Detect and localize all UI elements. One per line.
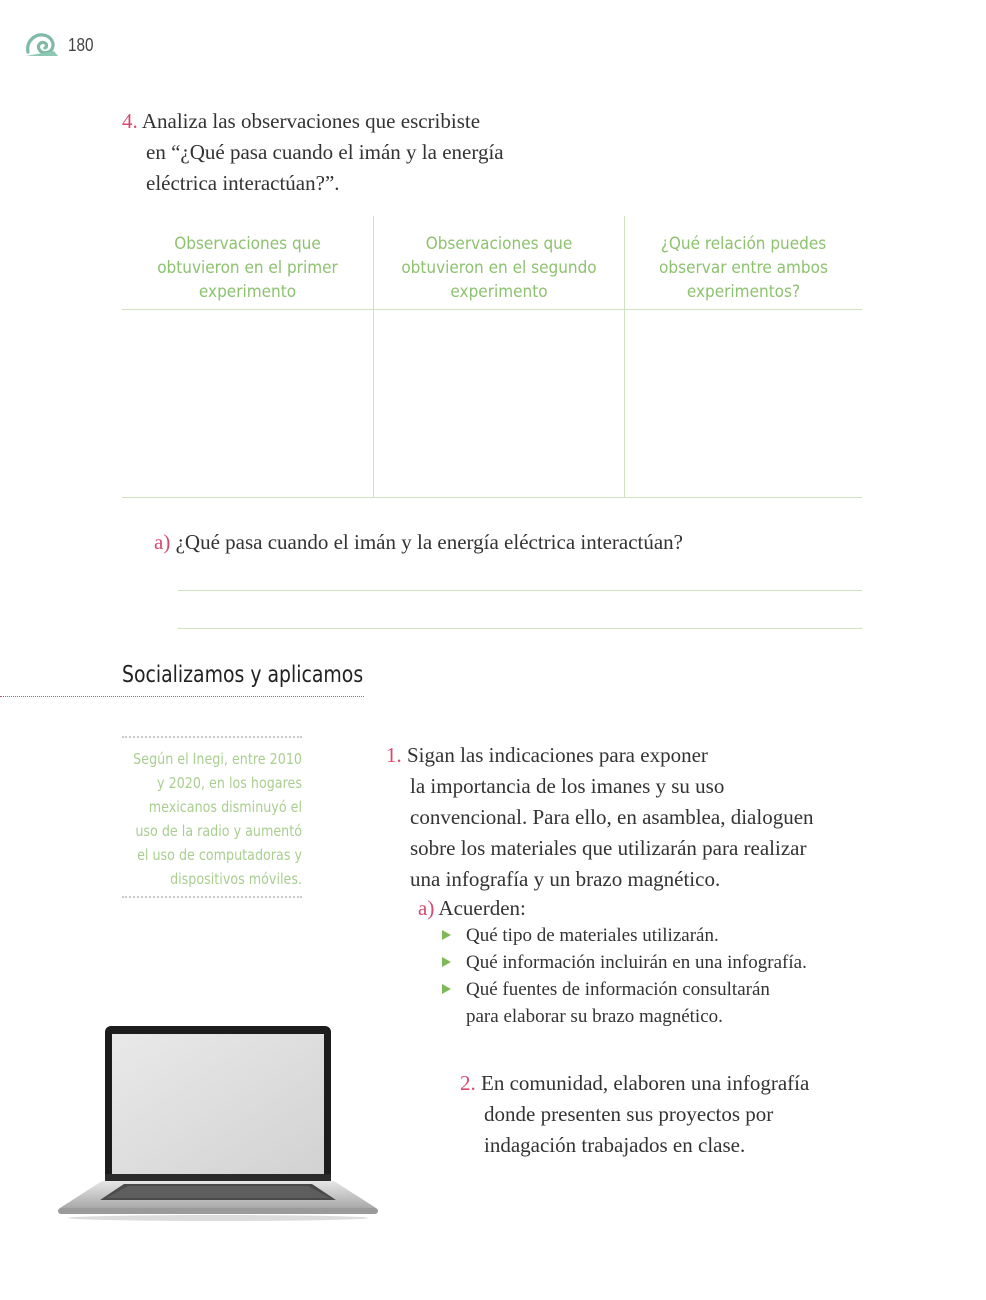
list-item — [440, 949, 840, 976]
laptop-image — [54, 1024, 382, 1224]
header-line: obtuvieron en el segundo — [401, 258, 597, 278]
instruction-item-1 — [386, 740, 836, 895]
page-header — [24, 30, 98, 60]
bullet-text: Qué fuentes de información consultarán — [466, 979, 770, 1000]
bullet-text: Qué tipo de materiales utilizarán. — [466, 925, 719, 946]
table-cell-second-experiment[interactable] — [374, 310, 624, 497]
item-number: 1. — [386, 743, 402, 767]
arrow-bullet-icon — [442, 957, 451, 967]
sidebar-line: mexicanos disminuyó el — [148, 798, 302, 816]
item-line: convencional. Para ello, en asamblea, dialoguen — [410, 805, 814, 829]
header-line: experimentos? — [686, 282, 801, 302]
sidebar-text — [122, 747, 302, 891]
snail-logo-icon — [24, 30, 62, 60]
sub-item-marker: a) — [418, 896, 435, 920]
question-line: en “¿Qué pasa cuando el imán y la energía — [146, 140, 504, 164]
answer-line[interactable] — [178, 628, 862, 629]
item-line: una infografía y un brazo magnético. — [410, 867, 721, 891]
table-header-relation — [625, 232, 862, 304]
table-bottom-border — [122, 497, 862, 498]
table-cell-first-experiment[interactable] — [122, 310, 373, 497]
header-line: observar entre ambos — [659, 258, 828, 278]
answer-line[interactable] — [178, 590, 862, 591]
question-number: 4. — [122, 109, 138, 133]
header-line: ¿Qué relación puedes — [660, 234, 827, 254]
question-marker: a) — [154, 530, 171, 554]
item-line: En comunidad, elaboren una infografía — [481, 1071, 810, 1095]
table-header-second-experiment — [374, 232, 624, 304]
item-line: la importancia de los imanes y su uso — [410, 774, 725, 798]
section-title: Socializamos y aplicamos — [122, 662, 364, 688]
header-line: Observaciones que — [174, 234, 321, 254]
question-line: Analiza las observaciones que escribiste — [141, 109, 481, 133]
question-4 — [122, 106, 552, 199]
bullet-text: Qué información incluirán en una infografía. — [466, 952, 807, 973]
item-number: 2. — [460, 1071, 476, 1095]
table-cell-relation[interactable] — [625, 310, 862, 497]
sidebar-line: Según el Inegi, entre 2010 — [133, 750, 302, 768]
item-line: donde presenten sus proyectos por — [484, 1102, 774, 1126]
instruction-item-2 — [460, 1068, 840, 1161]
question-a — [154, 527, 854, 558]
item-line: Sigan las indicaciones para exponer — [407, 743, 708, 767]
section-rule — [0, 696, 364, 697]
page-number: 180 — [68, 34, 94, 55]
sidebar-line: dispositivos móviles. — [170, 870, 302, 888]
sidebar-line: y 2020, en los hogares — [157, 774, 302, 792]
sidebar-line: uso de la radio y aumentó — [135, 822, 302, 840]
bullet-list — [440, 922, 840, 1030]
header-line: obtuvieron en el primer — [157, 258, 338, 278]
sidebar-note — [122, 736, 302, 898]
arrow-bullet-icon — [442, 930, 451, 940]
bullet-text: para elaborar su brazo magnético. — [466, 1006, 723, 1027]
table-header-first-experiment — [122, 232, 373, 304]
header-line: Observaciones que — [425, 234, 573, 254]
question-line: eléctrica interactúan?”. — [146, 171, 340, 195]
observation-table — [122, 216, 862, 498]
question-text: ¿Qué pasa cuando el imán y la energía eléctrica interactúan? — [175, 530, 684, 554]
item-line: sobre los materiales que utilizarán para realizar — [410, 836, 807, 860]
sub-item-a — [418, 893, 526, 924]
sidebar-line: el uso de computadoras y — [137, 846, 302, 864]
header-line: experimento — [198, 282, 297, 302]
list-item — [440, 922, 840, 949]
list-item — [440, 976, 840, 1030]
sub-item-label: Acuerden: — [438, 896, 526, 920]
header-line: experimento — [450, 282, 548, 302]
item-line: indagación trabajados en clase. — [484, 1133, 746, 1157]
arrow-bullet-icon — [442, 984, 451, 994]
